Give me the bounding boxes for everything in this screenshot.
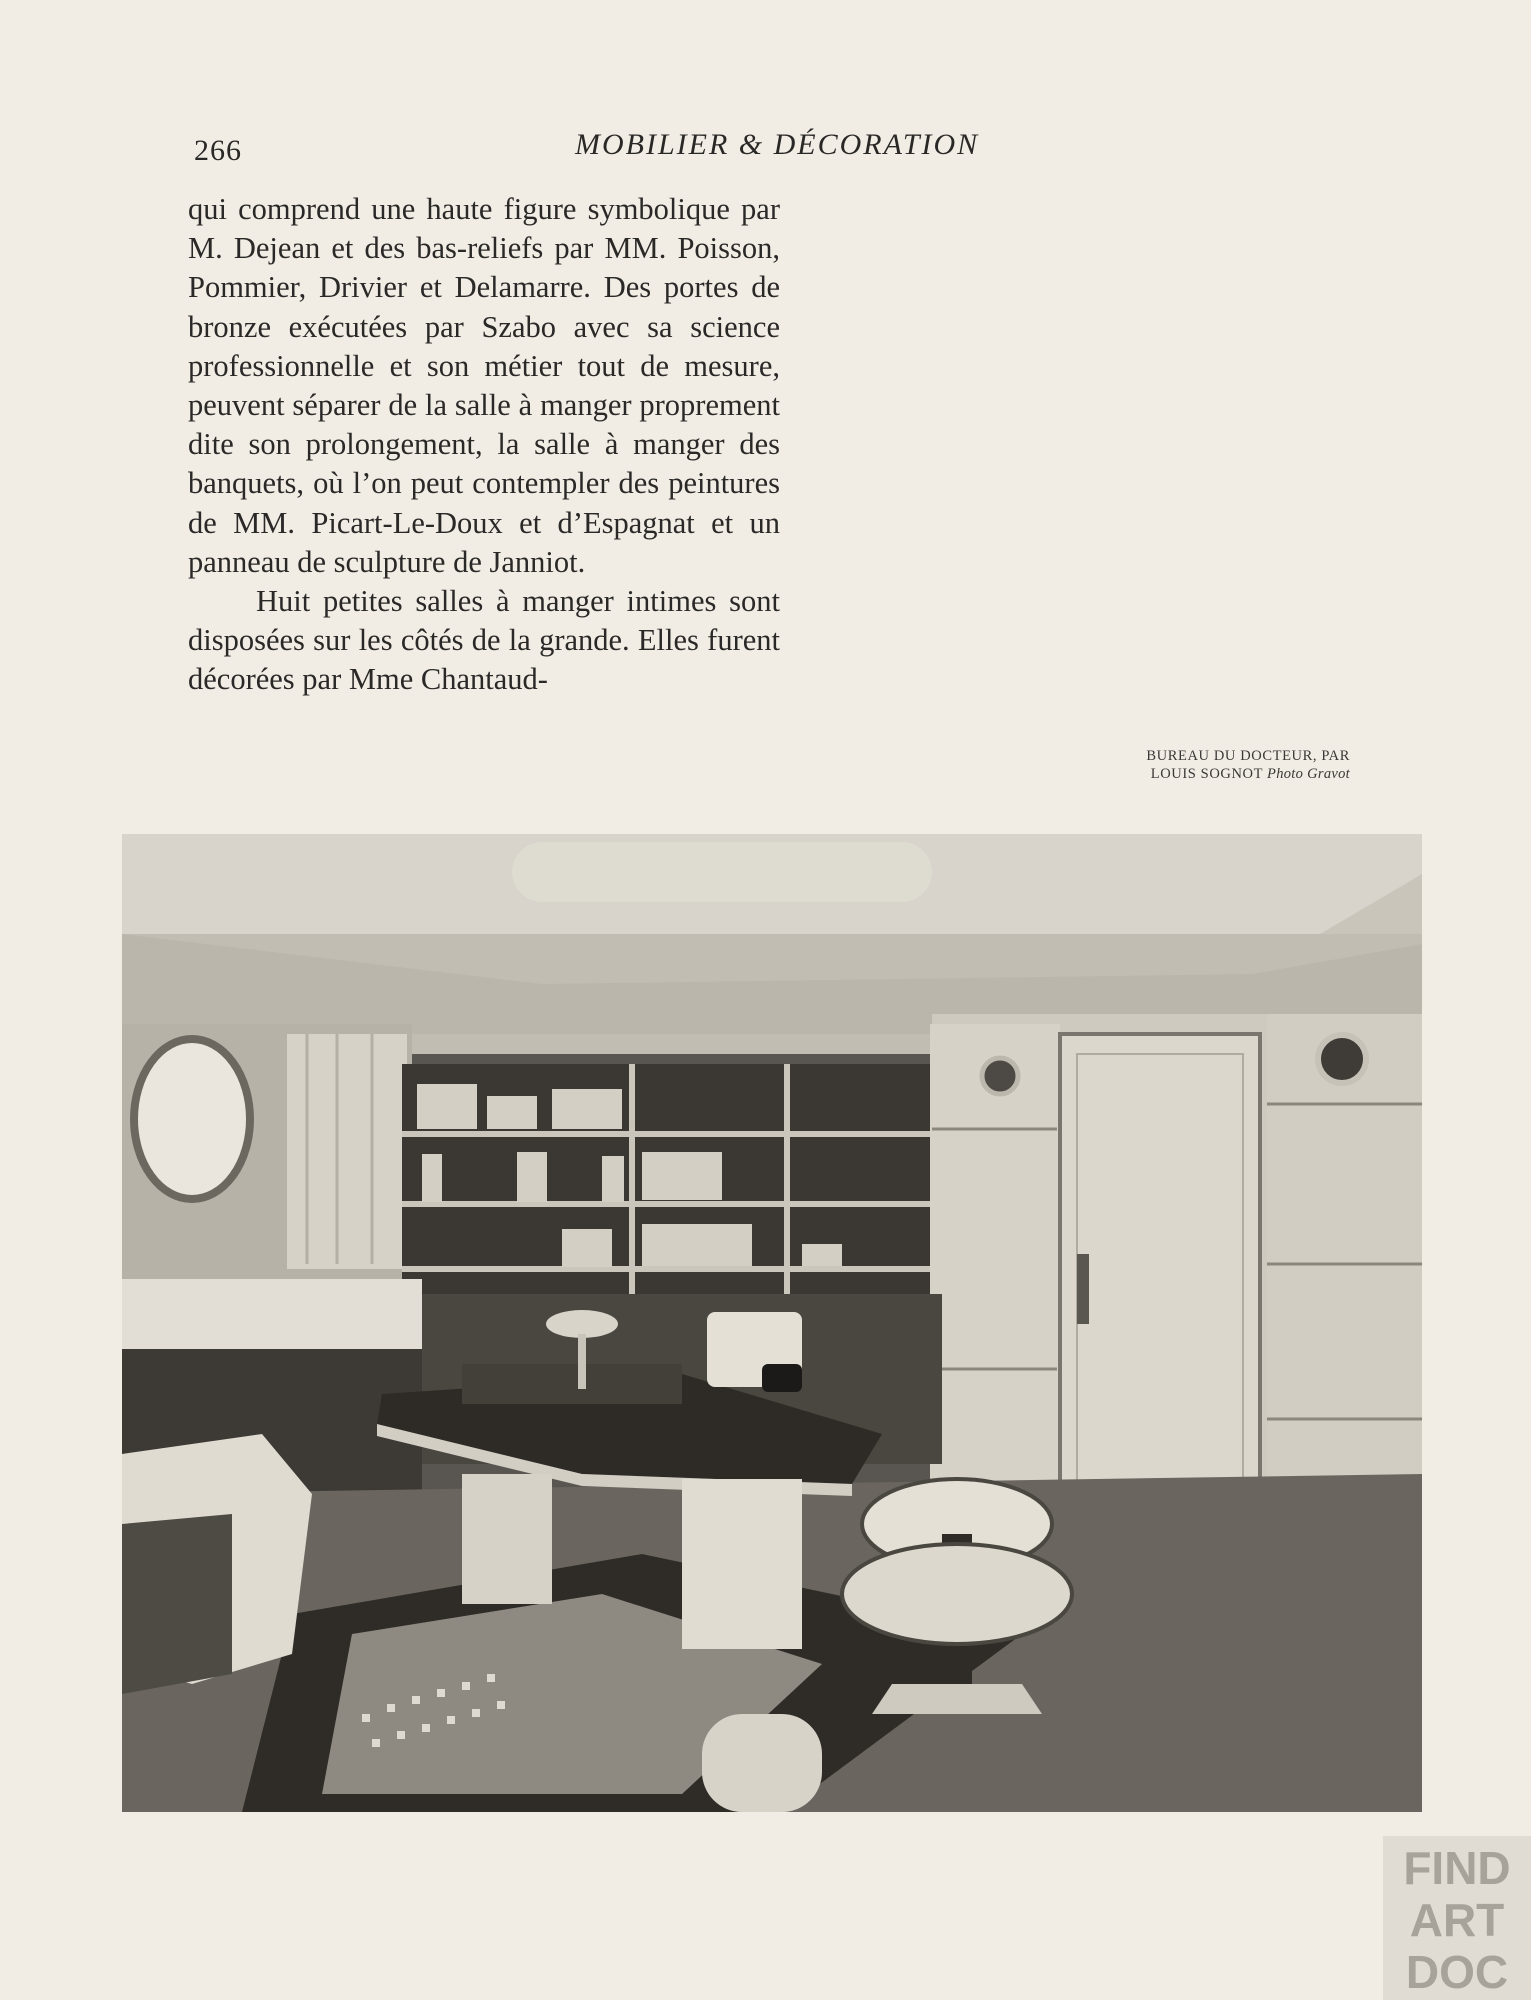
watermark-line: ART	[1409, 1894, 1505, 1946]
watermark-line: FIND	[1403, 1842, 1511, 1894]
article-text	[188, 190, 780, 700]
page-number: 266	[194, 134, 242, 167]
watermark-line: DOC	[1405, 1946, 1509, 1998]
caption-line-2	[1110, 765, 1350, 783]
office-photograph	[122, 834, 1422, 1812]
watermark-logo	[1383, 1836, 1531, 2000]
office-illustration	[122, 834, 1422, 1812]
photo-caption	[1110, 747, 1350, 783]
caption-author: LOUIS SOGNOT	[1150, 766, 1263, 782]
caption-line: BUREAU DU DOCTEUR, PAR	[1146, 748, 1350, 764]
paragraph: qui comprend une haute figure symbolique par M. Dejean et des bas-reliefs par MM. Poisson, Pommier, Drivier et Delamarre. Des portes de bronze exécutées par Szabo avec sa science professionnelle et son métier tout de mesure, peuvent séparer de la salle à manger proprement dite son prolongement, la salle à manger des banquets, où l’on peut contempler des peintures de MM. Picart-Le-Doux et d’Espagnat et un panneau de sculpture de Janniot.	[188, 192, 780, 579]
paragraph: Huit petites salles à manger intimes sont disposées sur les côtés de la grande. Elles furent décorées par Mme Chantaud-	[188, 584, 780, 697]
photo-credit: Photo Gravot	[1267, 766, 1350, 782]
running-head: MOBILIER & DÉCORATION	[575, 128, 980, 161]
